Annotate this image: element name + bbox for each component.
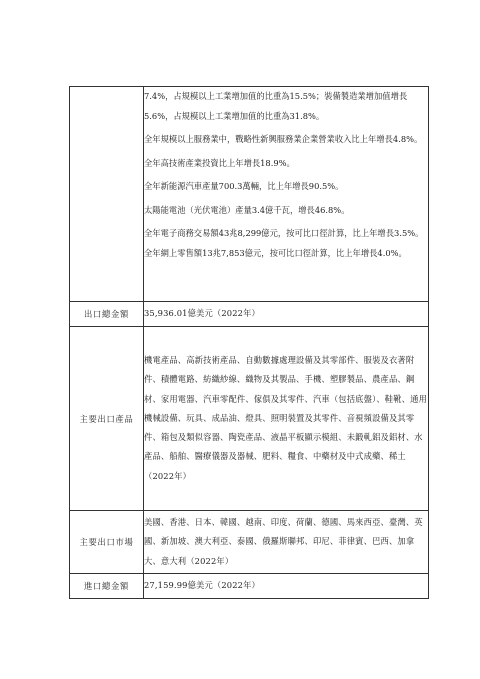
indicator-paragraph: 太陽能電池（光伏電池）產量3.4億千瓦，增長46.8%。 xyxy=(144,204,350,215)
trade-info-table xyxy=(69,86,429,599)
indicator-paragraph: 全年電子商務交易額43兆8,299億元，按可比口徑計算，比上年增長3.5%。全年網上零售額13兆7,853億元，按可比口徑計算，比上年增長4.0%。 xyxy=(144,228,424,258)
import-total-value: 27,159.99億美元（2022年） xyxy=(144,574,429,599)
table-row xyxy=(70,87,429,302)
import-total-label: 進口總金額 xyxy=(70,574,144,599)
indicator-paragraph: 全年規模以上服務業中，戰略性新興服務業企業營業收入比上年增長4.8%。 xyxy=(144,134,423,144)
indicator-paragraph: 全年新能源汽車產量700.3萬輛，比上年增長90.5%。 xyxy=(144,181,344,191)
economic-indicators-cell xyxy=(144,87,429,302)
table-row xyxy=(70,511,429,574)
table-row xyxy=(70,302,429,327)
export-total-value: 35,936.01億美元（2022年） xyxy=(144,302,429,327)
indicator-paragraph: 全年高技術產業投資比上年增長18.9%。 xyxy=(144,157,295,168)
export-total-label: 出口總金額 xyxy=(70,302,144,327)
main-export-products-label: 主要出口產品 xyxy=(70,327,144,511)
main-export-products-value: 機電產品、高新技術產品、自動數據處理設備及其零部件、服裝及衣著附件、積體電路、紡織紗線、織物及其製品、手機、塑膠製品、農產品、鋼材、家用電器、汽車零配件、傢俱及其零件、汽車（包括底盤）、鞋靴、通用機械設備、玩具、成品油、燈具、照明裝置及其零件、音視頻設備及其零件、箱包及類似容器、陶瓷產品、液晶平板顯示模組、未鍛軋鋁及鋁材、水產品、船舶、醫療儀器及器械、肥料、糧食、中藥材及中式成藥、稀土（2022年） xyxy=(144,327,429,511)
main-export-markets-value: 美國、香港、日本、韓國、越南、印度、荷蘭、德國、馬來西亞、臺灣、英國、新加坡、澳大利亞、泰國、俄羅斯聯邦、印尼、菲律賓、巴西、加拿大、意大利（2022年） xyxy=(144,511,429,574)
table-row xyxy=(70,327,429,511)
indicator-paragraph: 7.4%，占規模以上工業增加值的比重為15.5%；裝備製造業增加值增長5.6%，占規模以上工業增加值的比重為31.8%。 xyxy=(144,91,408,121)
table-row xyxy=(70,574,429,599)
main-export-markets-label: 主要出口市場 xyxy=(70,511,144,574)
empty-label-cell xyxy=(70,87,144,302)
